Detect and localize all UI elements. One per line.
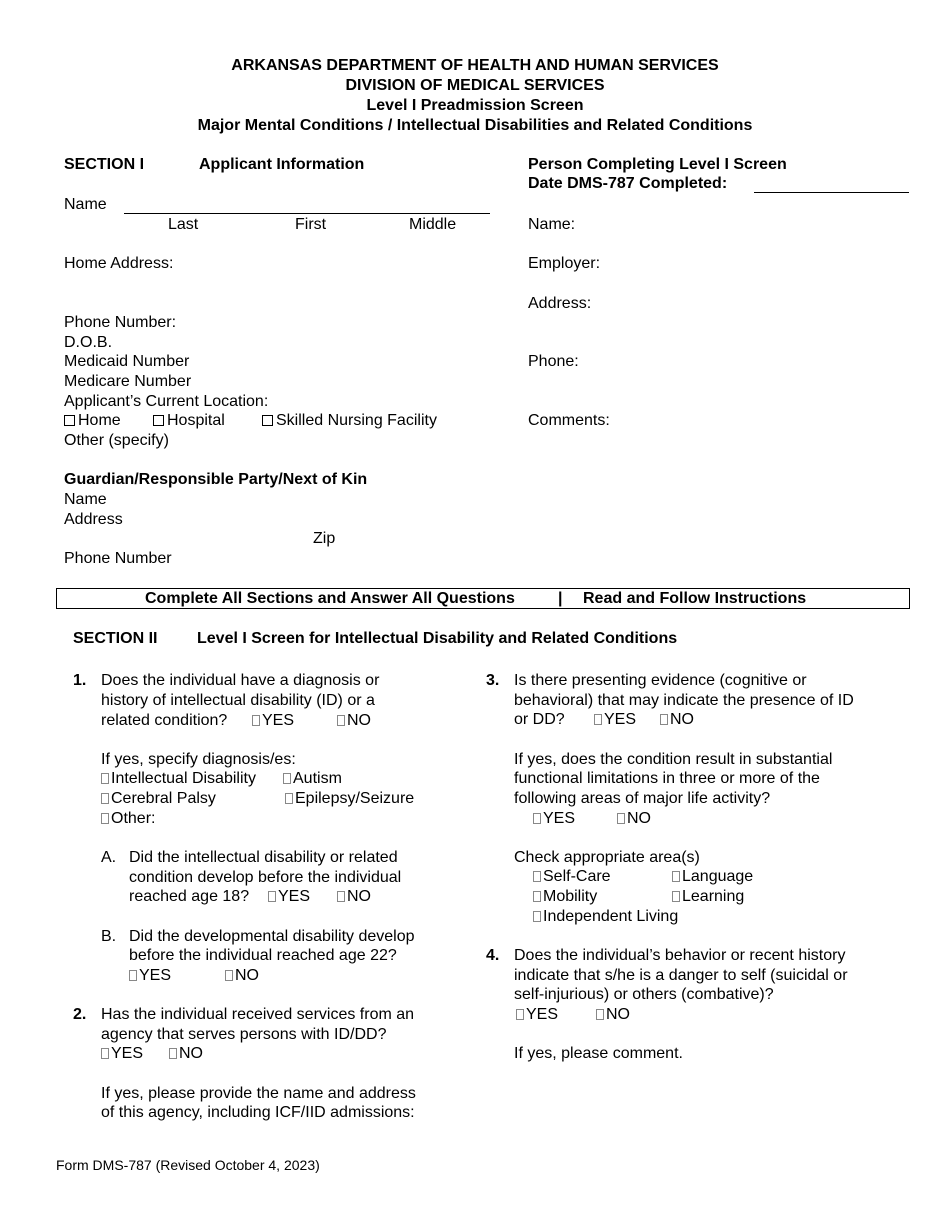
checkbox-icon[interactable] bbox=[672, 891, 680, 902]
q3-independent-living-option[interactable]: Independent Living bbox=[533, 907, 678, 927]
completer-comments-label: Comments: bbox=[528, 412, 610, 429]
form-footer: Form DMS-787 (Revised October 4, 2023) bbox=[56, 1157, 320, 1173]
checkbox-icon[interactable] bbox=[516, 1009, 524, 1020]
q1-cerebral-palsy-option[interactable]: Cerebral Palsy bbox=[101, 789, 216, 809]
last-name-caption: Last bbox=[168, 216, 199, 233]
middle-name-caption: Middle bbox=[409, 216, 457, 233]
q1-yes-option[interactable]: YES bbox=[252, 711, 294, 731]
applicant-name-field[interactable] bbox=[124, 213, 490, 214]
q4-comment-label: If yes, please comment. bbox=[514, 1045, 683, 1062]
checkbox-icon[interactable] bbox=[660, 714, 668, 725]
q3-mobility-option[interactable]: Mobility bbox=[533, 887, 597, 907]
q4-number: 4. bbox=[486, 947, 500, 964]
dob-label: D.O.B. bbox=[64, 334, 113, 351]
section2-label: SECTION II bbox=[73, 630, 158, 647]
q2-text-line1: Has the individual received services from an bbox=[101, 1006, 415, 1023]
q1-autism-option[interactable]: Autism bbox=[283, 769, 342, 789]
section2-title: Level I Screen for Intellectual Disability and Related Conditions bbox=[197, 630, 678, 647]
checkbox-icon[interactable] bbox=[285, 793, 293, 804]
q1b-label: B. bbox=[101, 928, 117, 945]
checkbox-icon[interactable] bbox=[594, 714, 602, 725]
q4-text-line2: indicate that s/he is a danger to self (suicidal or bbox=[514, 967, 848, 984]
q1-no-option[interactable]: NO bbox=[337, 711, 371, 731]
checkbox-icon[interactable] bbox=[337, 891, 345, 902]
completer-address-label: Address: bbox=[528, 295, 592, 312]
q3-language-option[interactable]: Language bbox=[672, 867, 753, 887]
checkbox-icon[interactable] bbox=[617, 813, 625, 824]
banner-right-text: Read and Follow Instructions bbox=[583, 590, 807, 607]
q1b-no-option[interactable]: NO bbox=[225, 966, 259, 986]
guardian-phone-label: Phone Number bbox=[64, 550, 172, 567]
location-hospital-option[interactable]: Hospital bbox=[153, 411, 225, 431]
medicaid-label: Medicaid Number bbox=[64, 353, 190, 370]
guardian-address-label: Address bbox=[64, 511, 123, 528]
q3-text-line3: or DD? bbox=[514, 711, 565, 728]
guardian-zip-label: Zip bbox=[313, 530, 336, 547]
q2-yes-option[interactable]: YES bbox=[101, 1044, 143, 1064]
q3-followup-line1: If yes, does the condition result in substantial bbox=[514, 751, 833, 768]
checkbox-icon[interactable] bbox=[672, 871, 680, 882]
banner-left-text: Complete All Sections and Answer All Questions bbox=[145, 590, 515, 607]
q1-text-line2: history of intellectual disability (ID) or a bbox=[101, 692, 375, 709]
q4-yes-option[interactable]: YES bbox=[516, 1005, 558, 1025]
q1-specify-label: If yes, specify diagnosis/es: bbox=[101, 751, 296, 768]
checkbox-icon[interactable] bbox=[533, 911, 541, 922]
header-division: DIVISION OF MEDICAL SERVICES bbox=[345, 77, 605, 94]
q3-text-line2: behavioral) that may indicate the presence of ID bbox=[514, 692, 854, 709]
current-location-label: Applicant’s Current Location: bbox=[64, 393, 269, 410]
checkbox-icon[interactable] bbox=[252, 715, 260, 726]
phone-number-label: Phone Number: bbox=[64, 314, 177, 331]
q3-check-areas-label: Check appropriate area(s) bbox=[514, 849, 700, 866]
checkbox-icon[interactable] bbox=[262, 415, 273, 426]
q3-followup-line2: functional limitations in three or more of the bbox=[514, 770, 820, 787]
q1b-text-line1: Did the developmental disability develop bbox=[129, 928, 415, 945]
q1a-label: A. bbox=[101, 849, 117, 866]
checkbox-icon[interactable] bbox=[225, 970, 233, 981]
checkbox-icon[interactable] bbox=[337, 715, 345, 726]
completer-name-label: Name: bbox=[528, 216, 576, 233]
location-snf-option[interactable]: Skilled Nursing Facility bbox=[262, 411, 437, 431]
checkbox-icon[interactable] bbox=[533, 891, 541, 902]
header-form-title: Level I Preadmission Screen bbox=[366, 97, 584, 114]
checkbox-icon[interactable] bbox=[268, 891, 276, 902]
first-name-caption: First bbox=[295, 216, 327, 233]
q1a-text-line1: Did the intellectual disability or related bbox=[129, 849, 398, 866]
q2-number: 2. bbox=[73, 1006, 87, 1023]
section1-label: SECTION I bbox=[64, 156, 145, 173]
q3-yes-option[interactable]: YES bbox=[594, 710, 636, 730]
checkbox-icon[interactable] bbox=[101, 773, 109, 784]
q1-other-option[interactable]: Other: bbox=[101, 809, 155, 829]
q1-epilepsy-option[interactable]: Epilepsy/Seizure bbox=[285, 789, 414, 809]
location-home-option[interactable]: Home bbox=[64, 411, 121, 431]
q3-text-line1: Is there presenting evidence (cognitive or bbox=[514, 672, 807, 689]
q1a-text-line3: reached age 18? bbox=[129, 888, 250, 905]
q3-followup-no-option[interactable]: NO bbox=[617, 809, 651, 829]
guardian-title: Guardian/Responsible Party/Next of Kin bbox=[64, 471, 368, 488]
q1a-yes-option[interactable]: YES bbox=[268, 887, 310, 907]
medicare-label: Medicare Number bbox=[64, 373, 192, 390]
checkbox-icon[interactable] bbox=[169, 1048, 177, 1059]
q3-followup-line3: following areas of major life activity? bbox=[514, 790, 771, 807]
checkbox-icon[interactable] bbox=[101, 813, 109, 824]
other-location-label: Other (specify) bbox=[64, 432, 169, 449]
guardian-name-label: Name bbox=[64, 491, 107, 508]
checkbox-icon[interactable] bbox=[101, 793, 109, 804]
home-address-label: Home Address: bbox=[64, 255, 174, 272]
completer-title: Person Completing Level I Screen bbox=[528, 156, 787, 173]
q4-text-line3: self-injurious) or others (combative)? bbox=[514, 986, 774, 1003]
q4-no-option[interactable]: NO bbox=[596, 1005, 630, 1025]
completer-employer-label: Employer: bbox=[528, 255, 601, 272]
header-agency: ARKANSAS DEPARTMENT OF HEALTH AND HUMAN SERVICES bbox=[231, 57, 719, 74]
checkbox-icon[interactable] bbox=[596, 1009, 604, 1020]
header-subtitle: Major Mental Conditions / Intellectual Disabilities and Related Conditions bbox=[197, 117, 753, 134]
q3-number: 3. bbox=[486, 672, 500, 689]
q1-text-line3: related condition? bbox=[101, 712, 228, 729]
checkbox-icon[interactable] bbox=[533, 871, 541, 882]
q2-followup-line1: If yes, please provide the name and address bbox=[101, 1085, 416, 1102]
q2-text-line2: agency that serves persons with ID/DD? bbox=[101, 1026, 387, 1043]
checkbox-icon[interactable] bbox=[533, 813, 541, 824]
q1a-text-line2: condition develop before the individual bbox=[129, 869, 402, 886]
date-completed-field[interactable] bbox=[754, 192, 909, 193]
q1-number: 1. bbox=[73, 672, 87, 689]
q1-intellectual-disability-option[interactable]: Intellectual Disability bbox=[101, 769, 256, 789]
applicant-name-label: Name bbox=[64, 196, 107, 213]
section1-title: Applicant Information bbox=[199, 156, 365, 173]
checkbox-icon[interactable] bbox=[153, 415, 164, 426]
q3-selfcare-option[interactable]: Self-Care bbox=[533, 867, 611, 887]
q1b-yes-option[interactable]: YES bbox=[129, 966, 171, 986]
checkbox-icon[interactable] bbox=[64, 415, 75, 426]
q3-learning-option[interactable]: Learning bbox=[672, 887, 744, 907]
banner-separator: | bbox=[558, 590, 563, 607]
q1a-no-option[interactable]: NO bbox=[337, 887, 371, 907]
q2-followup-line2: of this agency, including ICF/IID admissions: bbox=[101, 1104, 415, 1121]
q2-no-option[interactable]: NO bbox=[169, 1044, 203, 1064]
completer-phone-label: Phone: bbox=[528, 353, 579, 370]
q1-text-line1: Does the individual have a diagnosis or bbox=[101, 672, 380, 689]
date-completed-label: Date DMS-787 Completed: bbox=[528, 175, 728, 192]
q4-text-line1: Does the individual’s behavior or recent history bbox=[514, 947, 846, 964]
checkbox-icon[interactable] bbox=[283, 773, 291, 784]
q1b-text-line2: before the individual reached age 22? bbox=[129, 947, 397, 964]
checkbox-icon[interactable] bbox=[129, 970, 137, 981]
checkbox-icon[interactable] bbox=[101, 1048, 109, 1059]
q3-followup-yes-option[interactable]: YES bbox=[533, 809, 575, 829]
q3-no-option[interactable]: NO bbox=[660, 710, 694, 730]
